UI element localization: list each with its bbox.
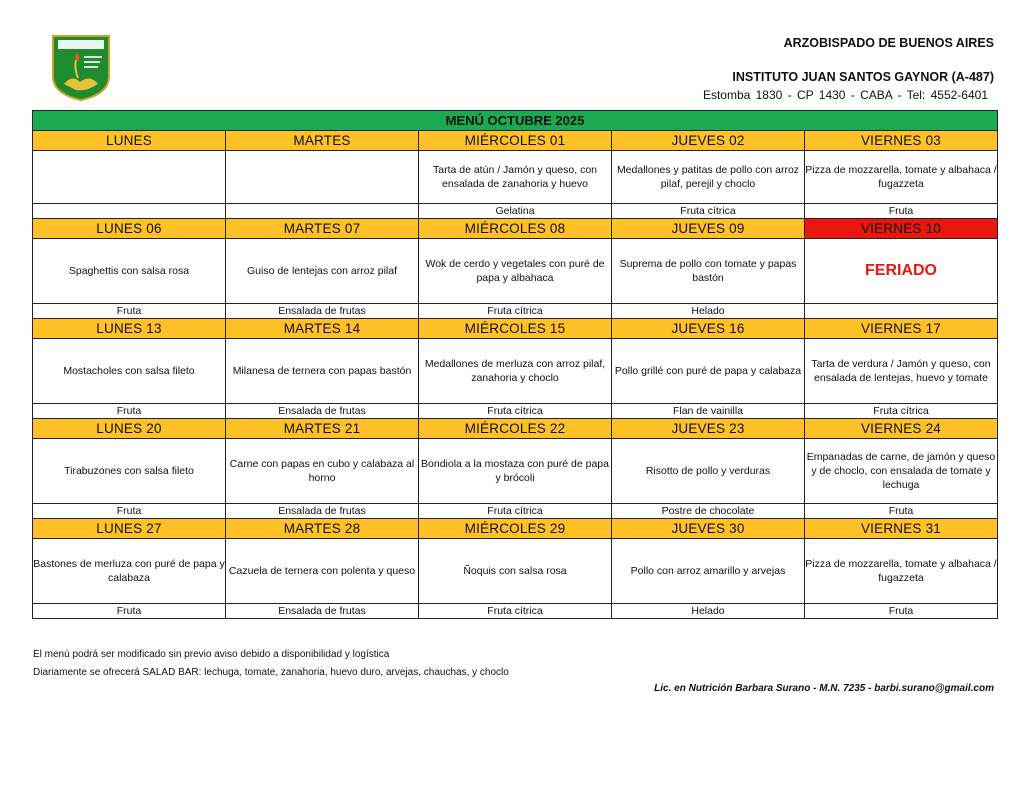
- dessert: [805, 304, 998, 319]
- day-header: MARTES 21: [226, 419, 419, 439]
- dessert: Ensalada de frutas: [226, 304, 419, 319]
- week-5-sides: [33, 604, 998, 619]
- day-header: LUNES: [33, 131, 226, 151]
- main-dish: Spaghettis con salsa rosa: [33, 239, 226, 304]
- day-header: VIERNES 17: [805, 319, 998, 339]
- day-header: MARTES: [226, 131, 419, 151]
- week-3-sides: [33, 404, 998, 419]
- day-header: LUNES 27: [33, 519, 226, 539]
- institute-address: Estomba 1830 - CP 1430 - CABA - Tel: 4552-6401: [702, 88, 988, 102]
- dessert: Flan de vainilla: [612, 404, 805, 419]
- day-header: LUNES 13: [33, 319, 226, 339]
- main-dish: Pollo con arroz amarillo y arvejas: [612, 539, 805, 604]
- menu-table: [32, 110, 998, 619]
- main-dish: Pollo grillé con puré de papa y calabaza: [612, 339, 805, 404]
- main-dish: Medallones y patitas de pollo con arroz pilaf, perejil y choclo: [612, 151, 805, 204]
- dessert: Fruta: [33, 404, 226, 419]
- dessert: Fruta cítrica: [612, 204, 805, 219]
- day-header: MIÉRCOLES 22: [419, 419, 612, 439]
- main-dish: Tirabuzones con salsa fileto: [33, 439, 226, 504]
- footer-note-modification: El menú podrá ser modificado sin previo aviso debido a disponibilidad y logística: [33, 649, 390, 660]
- dessert: Fruta: [33, 304, 226, 319]
- dessert: Fruta cítrica: [419, 604, 612, 619]
- day-header: MIÉRCOLES 01: [419, 131, 612, 151]
- week-5-dishes: [33, 539, 998, 604]
- week-4-sides: [33, 504, 998, 519]
- week-3-dishes: [33, 339, 998, 404]
- week-2-sides: [33, 304, 998, 319]
- day-header: MARTES 14: [226, 319, 419, 339]
- main-dish: Medallones de merluza con arroz pilaf, zanahoria y choclo: [419, 339, 612, 404]
- week-3-days: [33, 319, 998, 339]
- day-header: MARTES 07: [226, 219, 419, 239]
- footer-note-salad-bar: Diariamente se ofrecerá SALAD BAR: lechuga, tomate, zanahoria, huevo duro, arvejas, chauchas, y choclo: [33, 667, 509, 678]
- week-1-days: [33, 131, 998, 151]
- dessert: Fruta cítrica: [805, 404, 998, 419]
- dessert: Fruta: [33, 504, 226, 519]
- main-dish: Empanadas de carne, de jamón y queso y de choclo, con ensalada de tomate y lechuga: [805, 439, 998, 504]
- dessert: Fruta cítrica: [419, 404, 612, 419]
- org-name: ARZOBISPADO DE BUENOS AIRES: [783, 36, 994, 50]
- main-dish: Bastones de merluza con puré de papa y calabaza: [33, 539, 226, 604]
- main-dish: Pizza de mozzarella, tomate y albahaca / fugazzeta: [805, 539, 998, 604]
- week-1-sides: [33, 204, 998, 219]
- main-dish: Mostacholes con salsa fileto: [33, 339, 226, 404]
- dessert: Ensalada de frutas: [226, 604, 419, 619]
- institute-name: INSTITUTO JUAN SANTOS GAYNOR (A-487): [732, 70, 994, 84]
- dessert: [33, 204, 226, 219]
- day-header: MARTES 28: [226, 519, 419, 539]
- main-dish: Suprema de pollo con tomate y papas bastón: [612, 239, 805, 304]
- main-dish: [226, 151, 419, 204]
- day-header: JUEVES 23: [612, 419, 805, 439]
- main-dish: Pizza de mozzarella, tomate y albahaca / fugazzeta: [805, 151, 998, 204]
- menu-title: MENÚ OCTUBRE 2025: [33, 111, 998, 131]
- week-1-dishes: [33, 151, 998, 204]
- main-dish: Bondiola a la mostaza con puré de papa y brócoli: [419, 439, 612, 504]
- day-header: MIÉRCOLES 08: [419, 219, 612, 239]
- week-2-days: [33, 219, 998, 239]
- dessert: Postre de chocolate: [612, 504, 805, 519]
- main-dish: Guiso de lentejas con arroz pilaf: [226, 239, 419, 304]
- dessert: Helado: [612, 304, 805, 319]
- main-dish: Risotto de pollo y verduras: [612, 439, 805, 504]
- main-dish: Milanesa de ternera con papas bastón: [226, 339, 419, 404]
- dessert: [226, 204, 419, 219]
- day-header: JUEVES 02: [612, 131, 805, 151]
- day-header: VIERNES 31: [805, 519, 998, 539]
- dessert: Helado: [612, 604, 805, 619]
- main-dish: Ñoquis con salsa rosa: [419, 539, 612, 604]
- main-dish: Tarta de atún / Jamón y queso, con ensalada de zanahoria y huevo: [419, 151, 612, 204]
- day-header: LUNES 20: [33, 419, 226, 439]
- week-5-days: [33, 519, 998, 539]
- day-header: JUEVES 16: [612, 319, 805, 339]
- nutritionist-signature: Lic. en Nutrición Barbara Surano - M.N. 7235 - barbi.surano@gmail.com: [654, 683, 994, 694]
- main-dish: Wok de cerdo y vegetales con puré de papa y albahaca: [419, 239, 612, 304]
- holiday-label: FERIADO: [805, 239, 998, 304]
- day-header: MIÉRCOLES 29: [419, 519, 612, 539]
- dessert: Fruta: [805, 204, 998, 219]
- dessert: Fruta cítrica: [419, 504, 612, 519]
- main-dish: Tarta de verdura / Jamón y queso, con ensalada de lentejas, huevo y tomate: [805, 339, 998, 404]
- main-dish: Cazuela de ternera con polenta y queso: [226, 539, 419, 604]
- dessert: Fruta: [805, 604, 998, 619]
- week-2-dishes: [33, 239, 998, 304]
- dessert: Gelatina: [419, 204, 612, 219]
- week-4-dishes: [33, 439, 998, 504]
- main-dish: Carne con papas en cubo y calabaza al horno: [226, 439, 419, 504]
- day-header: LUNES 06: [33, 219, 226, 239]
- day-header: VIERNES 03: [805, 131, 998, 151]
- dessert: Fruta: [805, 504, 998, 519]
- dessert: Ensalada de frutas: [226, 404, 419, 419]
- week-4-days: [33, 419, 998, 439]
- dessert: Ensalada de frutas: [226, 504, 419, 519]
- main-dish: [33, 151, 226, 204]
- school-crest-logo: [50, 34, 112, 102]
- dessert: Fruta: [33, 604, 226, 619]
- day-header: VIERNES 24: [805, 419, 998, 439]
- day-header: JUEVES 30: [612, 519, 805, 539]
- day-header: JUEVES 09: [612, 219, 805, 239]
- holiday-day-header: VIERNES 10: [805, 219, 998, 239]
- dessert: Fruta cítrica: [419, 304, 612, 319]
- day-header: MIÉRCOLES 15: [419, 319, 612, 339]
